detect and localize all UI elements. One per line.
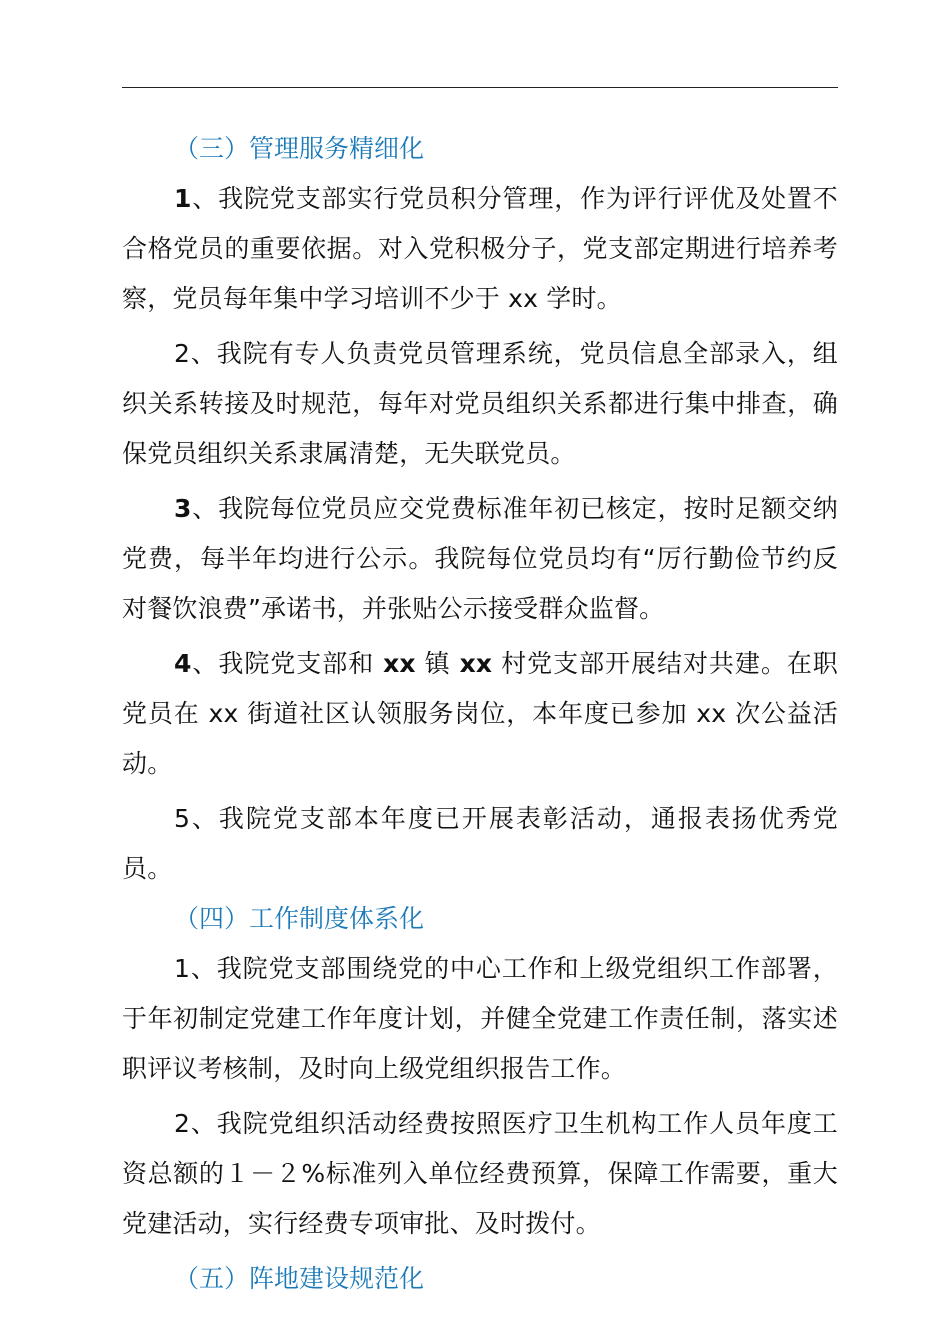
paragraph-text: 我院每位党员应交党费标准年初已核定，按时足额交纳党费，每半年均进行公示。我院每位党员均有“厉行勤俭节约反对餐饮浪费”承诺书，并张贴公示接受群众监督。 [122,494,838,623]
paragraph-text: 我院党组织活动经费按照医疗卫生机构工作人员年度工资总额的１－２%标准列入单位经费预算，保障工作需要，重大党建活动，实行经费专项审批、及时拨付。 [122,1109,838,1238]
item-number: 4 [174,649,192,678]
item-number: 2 [174,339,191,368]
section-heading-3: （三）管理服务精细化 [174,134,425,163]
paragraph-text: 我院党支部本年度已开展表彰活动，通报表扬优秀党员。 [122,804,838,883]
paragraph-3-5: 5、我院党支部本年度已开展表彰活动，通报表扬优秀党员。 [122,804,838,883]
paragraph-text: 我院有专人负责党员管理系统，党员信息全部录入，组织关系转接及时规范，每年对党员组织关系都进行集中排查，确保党员组织关系隶属清楚，无失联党员。 [122,339,838,468]
header-rule [122,87,838,88]
paragraph-4-1: 1、我院党支部围绕党的中心工作和上级党组织工作部署，于年初制定党建工作年度计划，并健全党建工作责任制，落实述职评议考核制，及时向上级党组织报告工作。 [122,954,838,1083]
section-heading-4: （四）工作制度体系化 [174,904,425,933]
paragraph-3-2: 2、我院有专人负责党员管理系统，党员信息全部录入，组织关系转接及时规范，每年对党员组织关系都进行集中排查，确保党员组织关系隶属清楚，无失联党员。 [122,339,838,468]
document-body [122,124,838,1304]
paragraph-text: 我院党支部围绕党的中心工作和上级党组织工作部署，于年初制定党建工作年度计划，并健全党建工作责任制，落实述职评议考核制，及时向上级党组织报告工作。 [122,954,838,1083]
item-number: 1 [174,184,192,213]
paragraph-3-3: 3、我院每位党员应交党费标准年初已核定，按时足额交纳党费，每半年均进行公示。我院每位党员均有“厉行勤俭节约反对餐饮浪费”承诺书，并张贴公示接受群众监督。 [122,494,838,623]
item-number: 3 [174,494,192,523]
paragraph-text: 我院党支部实行党员积分管理，作为评行评优及处置不合格党员的重要依据。对入党积极分子，党支部定期进行培养考察，党员每年集中学习培训不少于 xx 学时。 [122,184,838,313]
section-heading-5: （五）阵地建设规范化 [174,1264,425,1293]
item-number: 5 [174,804,191,833]
item-number: 1 [174,954,191,983]
paragraph-4-2: 2、我院党组织活动经费按照医疗卫生机构工作人员年度工资总额的１－２%标准列入单位经费预算，保障工作需要，重大党建活动，实行经费专项审批、及时拨付。 [122,1109,838,1238]
item-number: 2 [174,1109,191,1138]
paragraph-3-4: 4、我院党支部和 xx 镇 xx 村党支部开展结对共建。在职党员在 xx 街道社区认领服务岗位，本年度已参加 xx 次公益活动。 [122,649,839,778]
paragraph-3-1: 1、我院党支部实行党员积分管理，作为评行评优及处置不合格党员的重要依据。对入党积极分子，党支部定期进行培养考察，党员每年集中学习培训不少于 xx 学时。 [122,184,838,313]
